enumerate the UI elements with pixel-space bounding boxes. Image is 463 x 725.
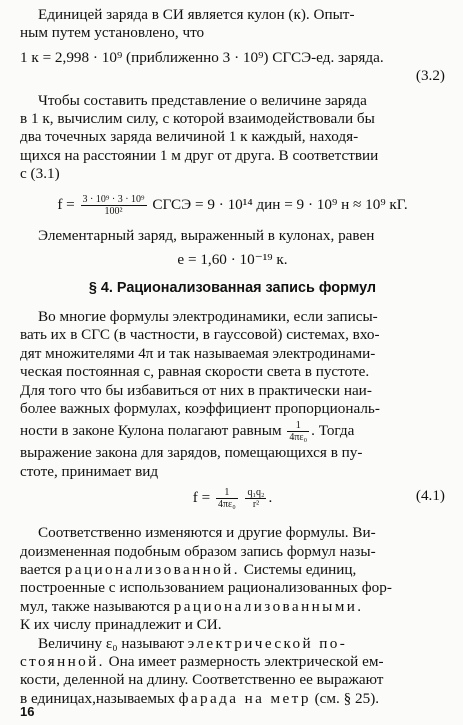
paragraph-line: Соответственно изменяются и другие формулы. Ви- — [38, 524, 376, 542]
paragraph-line: К их числу принадлежит и СИ. — [20, 616, 222, 634]
coulomb-coefficient-fraction: $\frac{1}{\text{4πε₀}}$ — [289, 420, 308, 444]
elementary-charge-equation: e = 1,60 · 10⁻¹⁹ к. — [177, 251, 288, 269]
paragraph-line: доизмененная подобным образом запись формул назы- — [20, 542, 376, 560]
paragraph-line: построенные с использованием рационализованных фор- — [20, 579, 392, 597]
equation-number: (4.1) — [415, 487, 445, 505]
paragraph-line: кости, деленной на длину. Соответственно ее выражают — [20, 671, 384, 689]
spaced-term: фарада на метр — [178, 689, 311, 707]
paragraph-line: Чтобы составить представление о величине заряда — [38, 91, 367, 109]
spaced-term: рационализованной. — [64, 560, 240, 578]
paragraph-line: Величину ε₀ называют электрической по- — [38, 634, 348, 652]
paragraph-line: Элементарный заряд, выраженный в кулонах, равен — [38, 226, 375, 244]
paragraph-line: дят множителями 4π и так называемая электродинами- — [20, 344, 376, 362]
paragraph-line: стоте, принимает вид — [20, 462, 159, 480]
paragraph-line: в единицах,называемых фарада на метр (см. § 25). — [20, 689, 380, 707]
spaced-term: стоянной. — [20, 652, 105, 670]
page-content — [20, 6, 445, 708]
equation-3-2: 1 к = 2,998 · 10⁹ (приближенно 3 · 10⁹) СГСЭ-ед. заряда. — [20, 48, 384, 66]
paragraph-line: вается рационализованной. Системы единиц, — [20, 560, 357, 578]
section-heading: § 4. Рационализованная запись формул — [88, 280, 377, 297]
page-number: 16 — [20, 704, 35, 719]
paragraph-line: более важных формулах, коэффициент пропорциональ- — [20, 399, 380, 417]
equation-4-1: f = $\frac{1}{\text{4πε₀}}$ $\frac{\text{q₁q₂}}{\text{r²}}$ . (4.1) — [192, 487, 445, 511]
paragraph-line: ности в законе Кулона полагают равным $\frac{1}{\text{4πε₀}}$ . Тогда — [20, 420, 355, 444]
paragraph-line: мул, также называются рационализованными. — [20, 597, 364, 615]
paragraph-line: два точечных заряда величиной 1 к каждый, находя- — [20, 128, 359, 146]
paragraph-line: стоянной. Она имеет размерность электрической ем- — [20, 652, 384, 670]
paragraph-line: Для того что бы избавиться от них в практически наи- — [20, 381, 372, 399]
paragraph-line: ным путем установлено, что — [20, 24, 205, 42]
paragraph-line: Во многие формулы электродинамики, если записы- — [38, 307, 378, 325]
paragraph-line: вать их в СГС (в частности, в гауссовой) системах, вхо- — [20, 326, 380, 344]
paragraph-line: с (3.1) — [20, 165, 60, 183]
spaced-term: рационализованными. — [173, 597, 364, 615]
paragraph-line: ческая постоянная c, равная скорости света в пустоте. — [20, 363, 370, 381]
spaced-term: электрической по- — [187, 634, 348, 652]
paragraph-line: в 1 к, вычислим силу, с которой взаимодействовали бы — [20, 110, 375, 128]
force-equation: f = $\frac{\text{3 · 10⁹ · 3 · 10⁹}}{\text{100²}}$ СГСЭ = 9 · 10¹⁴ дин = 9 · 10⁹ н ≈ 10⁹ кГ. — [57, 193, 408, 217]
paragraph-line: выражение закона для зарядов, помещающихся в пу- — [20, 444, 363, 462]
paragraph-line: Единицей заряда в СИ является кулон (к). Опыт- — [38, 6, 355, 23]
fraction: $\frac{\text{3 · 10⁹ · 3 · 10⁹}}{\text{100²}}$ — [82, 193, 145, 217]
paragraph-line: щихся на расстоянии 1 м друг от друга. В соответствии — [20, 146, 379, 164]
equation-number: (3.2) — [415, 67, 445, 85]
